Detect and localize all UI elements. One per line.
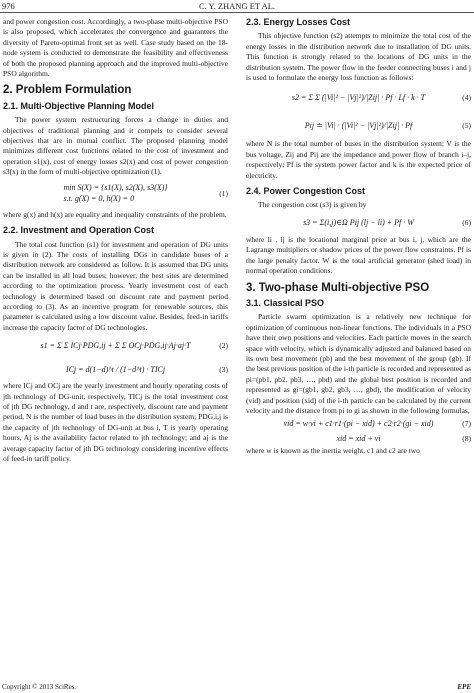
equation-8 bbox=[246, 432, 471, 446]
equation-1 bbox=[3, 178, 228, 210]
copyright-notice: Copyright © 2013 SciRes. bbox=[2, 683, 77, 691]
equation-5-body: Pij ≐ |Vi| · (|Vi|² − |Vj|²)/|Zij| · Pf bbox=[304, 121, 413, 131]
section-2-4-after-text: where li , lj is the locational marginal price at bus i, j, which are the Lagrange multipliers or shadow prices of the power flow constraints. Pf is the large penalty factor. W is the total artificial generator (shed load) in normal operation conditions. bbox=[246, 234, 471, 276]
page-header bbox=[0, 0, 474, 14]
section-2-3-after-text: where N is the total number of buses in the distribution system; V is the bus voltage, Zij and Pij are the impedance and power flow of branch i–j, respectively; Pf is the system power factor and k is the expected price of electricity. bbox=[246, 139, 471, 180]
equation-8-body: xid = xid + vi bbox=[336, 434, 381, 444]
equation-7 bbox=[246, 416, 471, 432]
equation-2-body: s1 = Σ Σ ICj·PDG,ij + Σ Σ OCj·PDG,ij·Aj·aj·T bbox=[40, 340, 191, 350]
section-3-1-paragraph: Particle swarm optimization is a relatively new technique for optimization of continuous non-linear functions. The individuals in a PSO have their own positions and velocities. Each particle moves in the search space with velocity, which is dynamically adjusted and balanced based on its own best movement (pb) and the best movement of the group (gb). If the best previous position of the i-th particle is recorded and represented as pi=(pb1, pb2, pb3, …, pbd) and the global best position is recorded and represented as gi=(gb1, gb2, gb3, …, gbd), the modification of velocity (vid) and position (xid) of the i-th particle can be calculated by the current velocity and the distance from pi to gi as shown in the following formulas, bbox=[246, 312, 471, 415]
page-footer bbox=[0, 683, 474, 693]
journal-abbreviation: EPE bbox=[457, 683, 471, 691]
section-2-2-heading: 2.2. Investment and Operation Cost bbox=[3, 225, 155, 236]
equation-2 bbox=[3, 333, 228, 359]
right-column bbox=[246, 17, 471, 457]
equation-6-number: (6) bbox=[462, 217, 471, 227]
section-2-1-paragraph: The power system restructuring forces a change in duties and objectives of traditional planning and it compels to consider several objectives that are in mutual conflict. The proposed planning model minimizes different cost functions related to the cost of investment and operation s1(x), cost of energy losses s2(x) and cost of power congestion s3(x) in the form of multi-objective optimization (1). bbox=[3, 115, 228, 177]
section-2-1-after-text: where g(x) and h(x) are equality and inequality constraints of the problem. bbox=[3, 209, 227, 219]
equation-3-body: ICj = d(1−d)^t / (1−d^t) · TICj bbox=[65, 364, 166, 374]
section-3-1-heading: 3.1. Classical PSO bbox=[246, 297, 325, 308]
equation-1-number: (1) bbox=[219, 188, 228, 198]
section-2-2-after-text: where ICj and OCj are the yearly investment and hourly operating costs of jth technology of DG-unit, respectively, TICj is the total investment cost of jth DG technology, d and t are, respectively, discount rate and payment period, N is the number of load buses in the distribution system; PDG,i,j is the capacity of jth technology of DG-unit at bus i, T is yearly operating hours, Aj is the availability factor related to jth technology; and aj is the average capacity factor of jth DG technology considering incentive effects of feed-in tariff policy. bbox=[3, 381, 228, 463]
section-3-1-after-text: where w is known as the inertia weight, c1 and c2 are two bbox=[246, 446, 420, 456]
section-3-heading: 3. Two-phase Multi-objective PSO bbox=[246, 281, 430, 294]
equation-1-line-2: s.t. g(X) = 0, h(X) = 0 bbox=[63, 193, 135, 203]
running-title: C. Y. ZHANG ET AL. bbox=[198, 1, 276, 11]
equation-8-number: (8) bbox=[462, 434, 471, 444]
equation-5 bbox=[246, 113, 471, 139]
equation-6 bbox=[246, 211, 471, 235]
section-2-3-paragraph: This objective function (s2) attempts to minimize the total cost of the energy losses in the distribution network due to installation of DG units. This function is strongly related to the locations of DG units in the distribution system. The power flow in the feeder connecting buses i and j is used to formulate the energy loss function as follows: bbox=[246, 31, 471, 83]
section-2-4-paragraph: The congestion cost (s3) is given by bbox=[258, 200, 367, 210]
section-2-heading: 2. Problem Formulation bbox=[3, 84, 132, 97]
equation-3-number: (3) bbox=[219, 364, 228, 374]
section-2-2-paragraph: The total cost function (s1) for investment and operation of DG units is given in (2). The costs of installing DGs in candidate buses of a distribution network are considered as follow. It is assumed that DG units can be installed in all load buses; however, the best sites are determined according to the optimization process. Yearly investment cost of each technology is determined based on discount rate and payment period according to (3). As an incentive program for renewable sources, this parameter is calculated using a low discount value. Besides, feed-in tariffs increase the capacity factor of DG technologies. bbox=[3, 239, 228, 332]
section-2-4-heading: 2.4. Power Congestion Cost bbox=[246, 186, 366, 197]
equation-4-body: s2 = Σ Σ (|Vi|² − |Vj|²)/|Zij| · Pf · Lf · k · T bbox=[291, 93, 426, 103]
left-column bbox=[3, 17, 228, 464]
equation-7-body: vid = w·vi + c1·r1·(pi − xid) + c2·r2·(gi − xid) bbox=[283, 419, 434, 429]
section-2-1-heading: 2.1. Multi-Objective Planning Model bbox=[3, 100, 155, 111]
header-rule bbox=[0, 12, 474, 13]
equation-3 bbox=[3, 359, 228, 381]
equation-4 bbox=[246, 83, 471, 113]
page-number: 976 bbox=[2, 1, 15, 11]
equation-6-body: s3 = Σ(i,j)∈Ω Pij (lj − li) + Pf · W bbox=[303, 217, 414, 227]
equation-1-line-1: min S(X) = {s1(X), s2(X), s3(X)} bbox=[63, 183, 168, 193]
equation-4-number: (4) bbox=[462, 93, 471, 103]
equation-2-number: (2) bbox=[219, 340, 228, 350]
equation-5-number: (5) bbox=[462, 121, 471, 131]
section-2-3-heading: 2.3. Energy Losses Cost bbox=[246, 17, 351, 27]
intro-paragraph-tail: and power congestion cost. Accordingly, a two-phase multi-objective PSO is also proposed, which accelerates the convergence and guarantees the diversity of Pareto-optimal front set as well. Case study based on the 18-node system is conducted to demonstrate the feasibility and effectiveness of both the proposed planning approach and the improved multi-objective PSO algorithm. bbox=[3, 17, 228, 79]
equation-7-number: (7) bbox=[462, 419, 471, 429]
